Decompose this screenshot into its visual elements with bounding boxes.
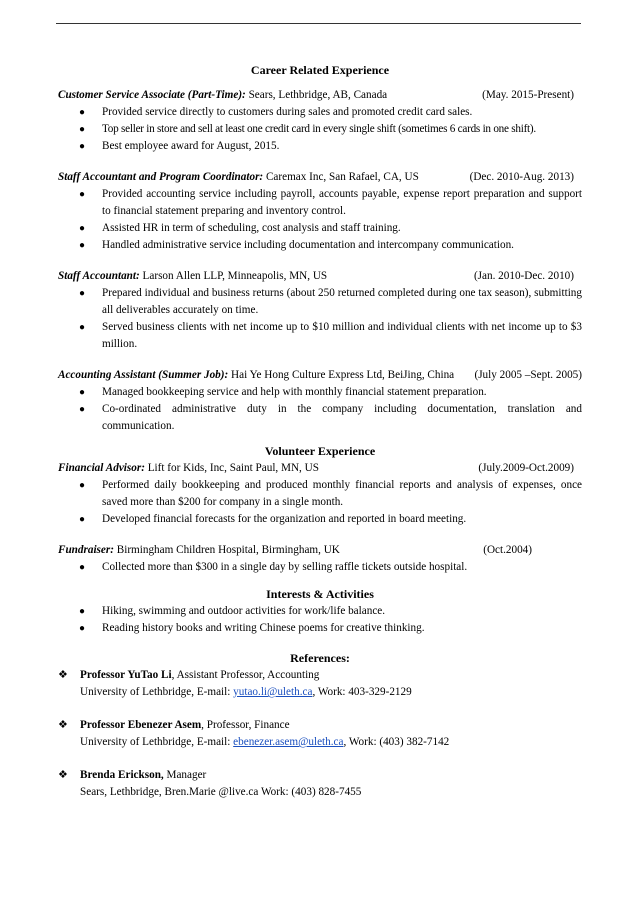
- job-dates: (July.2009-Oct.2009): [478, 462, 574, 474]
- list-item: ● Co-ordinated administrative duty in the company including documentation, translation and communication.: [58, 401, 582, 435]
- job-dates: (Dec. 2010-Aug. 2013): [469, 171, 574, 183]
- job-employer: Hai Ye Hong Culture Express Ltd, BeiJing, China: [228, 369, 455, 381]
- job-header: [58, 460, 582, 477]
- list-item: ● Provided service directly to customers during sales and promoted credit card sales.: [58, 104, 582, 121]
- list-item: ● Best employee award for August, 2015.: [58, 138, 582, 155]
- list-item: ● Assisted HR in term of scheduling, cost analysis and staff training.: [58, 220, 582, 237]
- reference-role: Manager: [163, 769, 207, 781]
- interests-heading: Interests & Activities: [266, 587, 374, 601]
- job-employer: Larson Allen LLP, Minneapolis, MN, US: [139, 270, 328, 282]
- reference-detail: [58, 784, 582, 801]
- reference-name-line: [58, 767, 582, 784]
- job-bullets: [58, 477, 582, 528]
- job-bullets: [58, 384, 582, 435]
- list-item: ● Performed daily bookkeeping and produced monthly financial reports and analysis of expenses, once saved more than $200 for company in a single month.: [58, 477, 582, 511]
- job-entry: [58, 367, 582, 435]
- reference-detail: [58, 684, 582, 701]
- reference-name: Professor YuTao Li: [80, 669, 172, 681]
- job-dates: (July 2005 –Sept. 2005): [474, 369, 582, 381]
- job-employer: Sears, Lethbridge, AB, Canada: [245, 89, 388, 101]
- job-entry: [58, 460, 582, 528]
- list-item: ● Served business clients with net income up to $10 million and individual clients with net income up to $3 million.: [58, 319, 582, 353]
- volunteer-heading: Volunteer Experience: [264, 444, 376, 458]
- job-title: Accounting Assistant (Summer Job):: [58, 369, 229, 381]
- reference-role: , Professor, Finance: [201, 719, 290, 731]
- job-dates: (May. 2015-Present): [482, 89, 574, 101]
- references-heading: References:: [290, 651, 350, 665]
- reference-detail-text: University of Lethbridge, E-mail:: [80, 686, 234, 698]
- job-title: Financial Advisor:: [58, 462, 145, 474]
- job-bullets: [58, 559, 582, 576]
- list-item: ● Top seller in store and sell at least one credit card in every single shift (sometimes 6 cards in one shift).: [58, 121, 582, 138]
- list-item: ● Prepared individual and business returns (about 250 returned completed during one tax season), submitting all deliverables accurately on time.: [58, 285, 582, 319]
- career-heading: Career Related Experience: [250, 63, 390, 77]
- reference-detail: [58, 734, 582, 751]
- list-item: ● Managed bookkeeping service and help with monthly financial statement preparation.: [58, 384, 582, 401]
- job-entry: [58, 542, 582, 576]
- job-dates: (Jan. 2010-Dec. 2010): [473, 270, 574, 282]
- reference-name-line: [58, 717, 582, 734]
- job-header: [58, 87, 582, 104]
- list-item: ● Collected more than $300 in a single day by selling raffle tickets outside hospital.: [58, 559, 582, 576]
- resume-page: [58, 62, 582, 801]
- reference-entry: [58, 767, 582, 801]
- job-bullets: [58, 285, 582, 353]
- list-item: ● Hiking, swimming and outdoor activities for work/life balance.: [58, 603, 582, 620]
- reference-name-line: [58, 667, 582, 684]
- job-header: [58, 542, 582, 559]
- reference-name: Professor Ebenezer Asem: [80, 719, 202, 731]
- job-header: [58, 367, 582, 384]
- job-title: Customer Service Associate (Part-Time):: [58, 89, 246, 101]
- email-link[interactable]: ebenezer.asem@uleth.ca: [233, 736, 344, 748]
- job-bullets: [58, 186, 582, 254]
- reference-entry: [58, 667, 582, 701]
- interests-list: [58, 603, 582, 637]
- job-entry: [58, 268, 582, 353]
- list-item: ● Provided accounting service including payroll, accounts payable, expense report preparation and support to financial statement preparing and inventory control.: [58, 186, 582, 220]
- job-employer: Caremax Inc, San Rafael, CA, US: [263, 171, 419, 183]
- job-entry: [58, 169, 582, 254]
- reference-detail-text: University of Lethbridge, E-mail:: [80, 736, 234, 748]
- job-entry: [58, 87, 582, 155]
- list-item: ● Developed financial forecasts for the organization and reported in board meeting.: [58, 511, 582, 528]
- reference-name: Brenda Erickson,: [80, 769, 164, 781]
- job-bullets: [58, 104, 582, 155]
- email-link[interactable]: yutao.li@uleth.ca: [233, 686, 313, 698]
- reference-phone: , Work: (403) 382-7142: [343, 736, 450, 748]
- job-title: Fundraiser:: [58, 544, 114, 556]
- reference-detail-text: Sears, Lethbridge, Bren.Marie @live.ca Work: (403) 828-7455: [80, 786, 362, 798]
- reference-entry: [58, 717, 582, 751]
- job-title: Staff Accountant:: [58, 270, 140, 282]
- list-item: ● Reading history books and writing Chinese poems for creative thinking.: [58, 620, 582, 637]
- job-employer: Birmingham Children Hospital, Birmingham, UK: [113, 544, 340, 556]
- list-item: ● Handled administrative service including documentation and intercompany communication.: [58, 237, 582, 254]
- reference-phone: , Work: 403-329-2129: [312, 686, 412, 698]
- job-title: Staff Accountant and Program Coordinator:: [58, 171, 264, 183]
- reference-role: , Assistant Professor, Accounting: [171, 669, 320, 681]
- job-header: [58, 268, 582, 285]
- job-employer: Lift for Kids, Inc, Saint Paul, MN, US: [144, 462, 319, 474]
- top-rule: [56, 23, 581, 24]
- job-dates: (Oct.2004): [483, 544, 532, 556]
- job-header: [58, 169, 582, 186]
